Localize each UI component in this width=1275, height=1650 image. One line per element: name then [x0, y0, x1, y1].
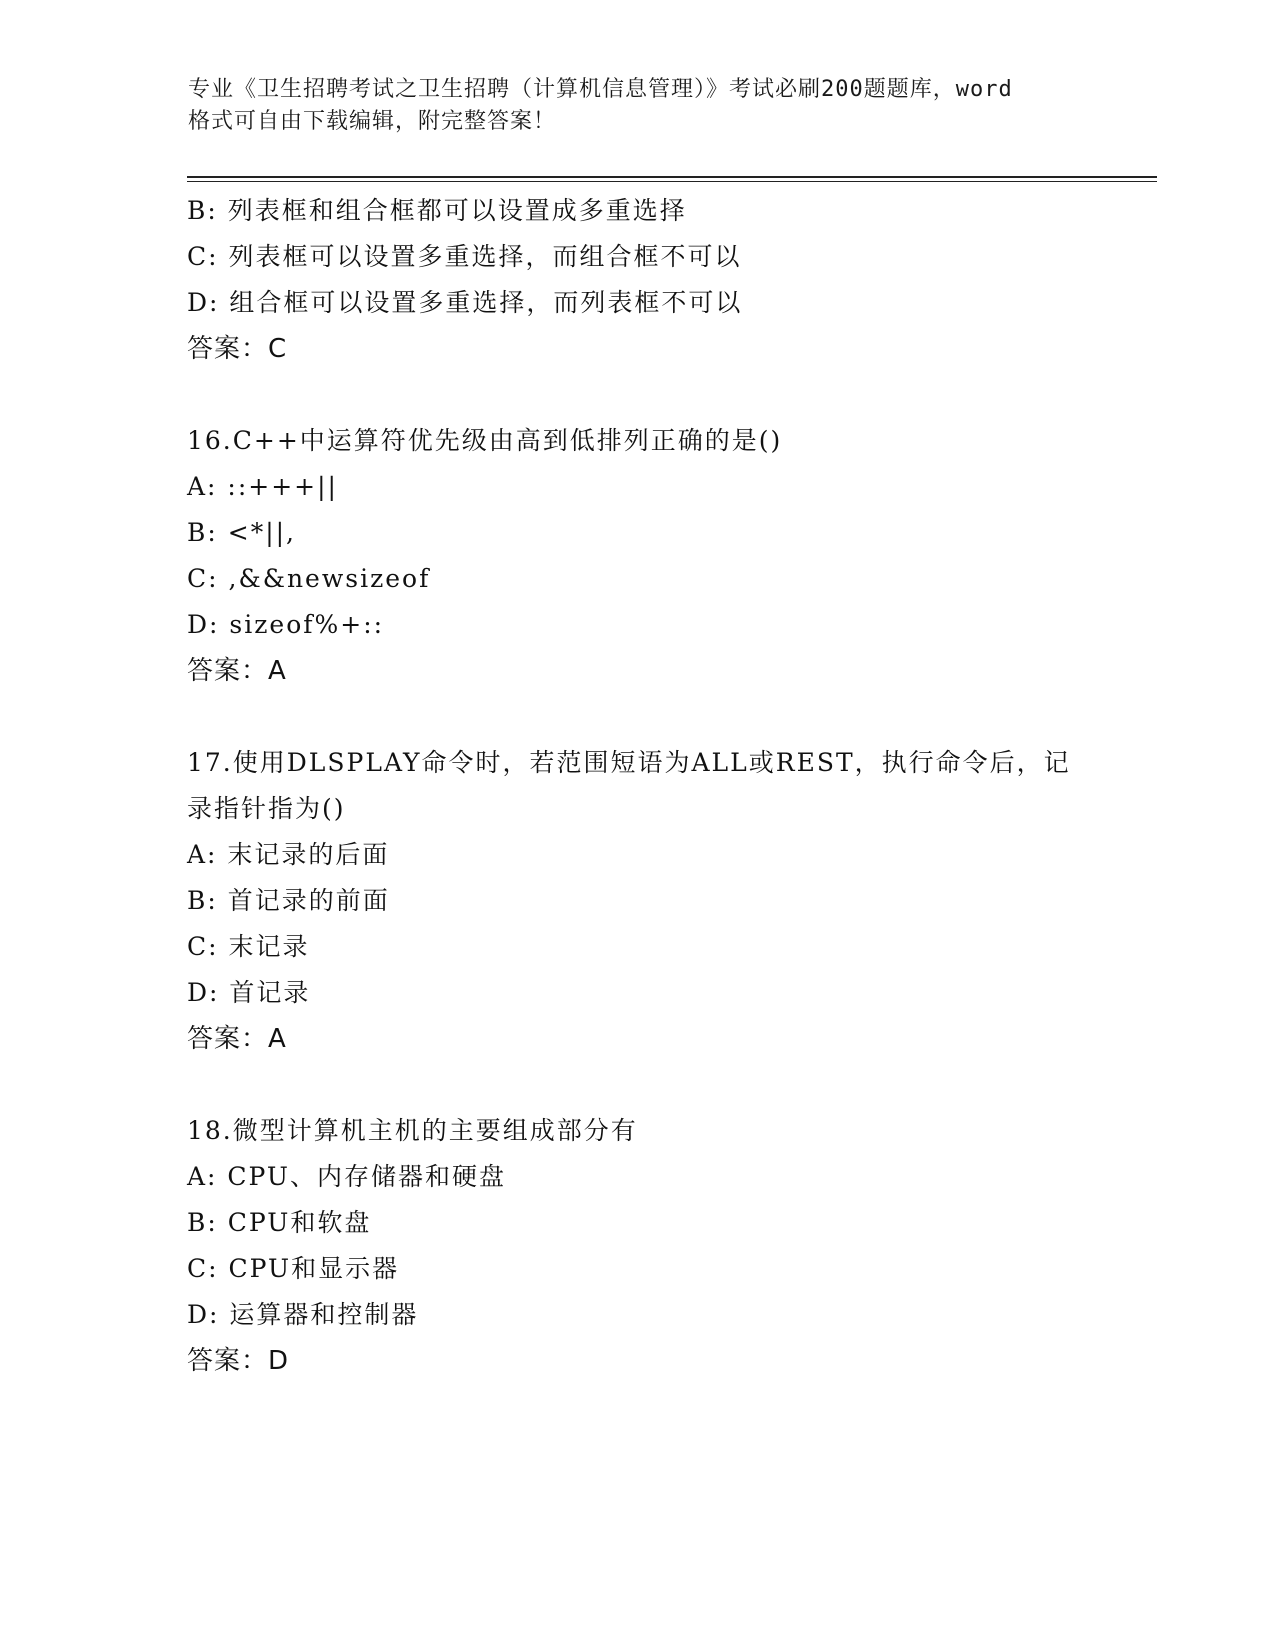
option-a: A: ::+++|| [187, 472, 338, 501]
option-d: D: 首记录 [187, 978, 311, 1007]
option-c: C: 列表框可以设置多重选择，而组合框不可以 [187, 242, 742, 271]
question-list [187, 188, 1087, 1384]
option-b: B: 首记录的前面 [187, 886, 390, 915]
option-a: A: CPU、内存储器和硬盘 [187, 1162, 507, 1191]
option-b: B: CPU和软盘 [187, 1208, 372, 1237]
question-stem: 18.微型计算机主机的主要组成部分有 [187, 1116, 638, 1145]
question-stem-line-2: 录指针指为() [187, 794, 346, 823]
question-spacer [187, 694, 1087, 740]
question-stem: 16.C++中运算符优先级由高到低排列正确的是() [187, 426, 783, 455]
question-16 [187, 418, 1087, 694]
answer-line: 答案：D [187, 1346, 290, 1376]
option-d: D: 组合框可以设置多重选择，而列表框不可以 [187, 288, 743, 317]
option-b: B: 列表框和组合框都可以设置成多重选择 [187, 196, 687, 225]
question-17 [187, 740, 1087, 1062]
question-spacer [187, 1062, 1087, 1108]
answer-line: 答案：A [187, 1024, 287, 1054]
question-18 [187, 1108, 1087, 1384]
option-d: D: sizeof%+:: [187, 610, 385, 639]
option-c: C: CPU和显示器 [187, 1254, 400, 1283]
option-a: A: 末记录的后面 [187, 840, 390, 869]
option-c: C: ,&&newsizeof [187, 564, 431, 593]
question-stem-line-1: 17.使用DLSPLAY命令时，若范围短语为ALL或REST，执行命令后，记 [187, 748, 1071, 777]
option-d: D: 运算器和控制器 [187, 1300, 419, 1329]
header-title-line-2: 格式可自由下载编辑，附完整答案！ [188, 109, 557, 134]
document-header [188, 74, 1088, 138]
option-b: B: <*||, [187, 518, 296, 547]
header-divider-thick [187, 176, 1157, 178]
question-spacer [187, 372, 1087, 418]
header-divider-thin [187, 181, 1157, 182]
answer-line: 答案：C [187, 334, 288, 364]
header-title-line-1: 专业《卫生招聘考试之卫生招聘（计算机信息管理）》考试必刷200题题库，word [188, 77, 1013, 102]
answer-line: 答案：A [187, 656, 287, 686]
question-15-continued [187, 188, 1087, 372]
option-c: C: 末记录 [187, 932, 310, 961]
